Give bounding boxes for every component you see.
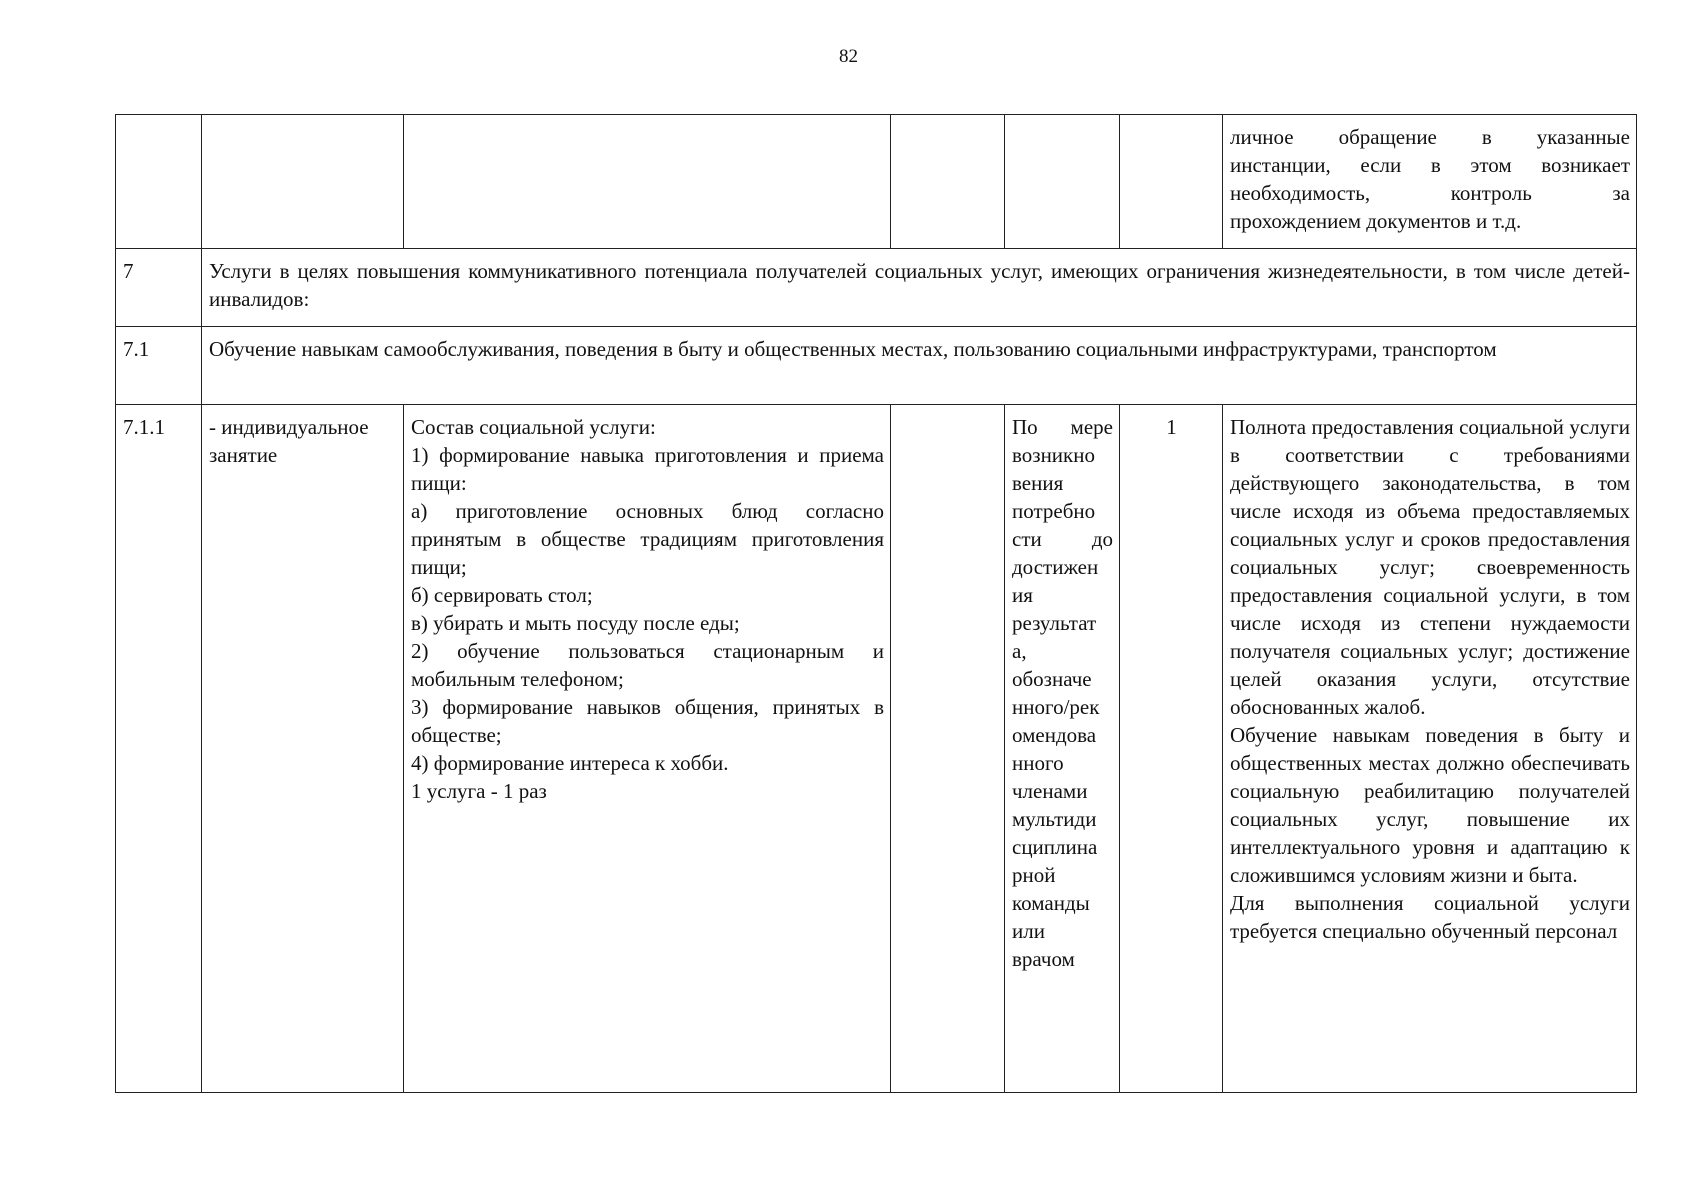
frequency-line: сти до (1012, 527, 1113, 551)
section-title: Обучение навыкам самообслуживания, поведения в быту и общественных местах, пользованию социальными инфраструктурами, транспортом (202, 327, 1637, 405)
content-item: 1) формирование навыка приготовления и приема пищи: (411, 443, 884, 495)
cell-form: - индивидуальное занятие (202, 405, 404, 1093)
cell-num (116, 115, 202, 249)
frequency-line: нного/рек (1012, 695, 1100, 719)
table-row-section-7 (116, 249, 1637, 327)
frequency-line: сциплина (1012, 835, 1098, 859)
frequency-line: мультиди (1012, 807, 1097, 831)
frequency-line: или (1012, 919, 1045, 943)
section-title: Услуги в целях повышения коммуникативного потенциала получателей социальных услуг, имеющих ограничения жизнедеятельности, в том числе детей-инвалидов: (202, 249, 1637, 327)
frequency-line: По мере (1012, 415, 1113, 439)
frequency-line: а, (1012, 639, 1027, 663)
table-row-section-7-1 (116, 327, 1637, 405)
quality-paragraph: Обучение навыкам поведения в быту и общественных местах должно обеспечивать социальную реабилитацию получателей социальных услуг, повышение их интеллектуального уровня и адаптацию к сложившимся условиям жизни и быта. (1230, 723, 1630, 887)
cell-frequency (1005, 405, 1120, 1093)
cell-content (404, 405, 891, 1093)
frequency-line: рной (1012, 863, 1056, 887)
cell-col4 (891, 405, 1005, 1093)
cell-quality (1223, 115, 1637, 249)
frequency-line: команды (1012, 891, 1090, 915)
content-item: в) убирать и мыть посуду после еды; (411, 611, 740, 635)
page-number: 82 (839, 46, 858, 67)
text-line: прохождением документов и т.д. (1230, 209, 1522, 233)
quality-paragraph: Для выполнения социальной услуги требуется специально обученный персонал (1230, 891, 1630, 943)
frequency-line: обозначе (1012, 667, 1092, 691)
section-number: 7 (116, 249, 202, 327)
frequency-line: врачом (1012, 947, 1075, 971)
cell-quantity: 1 (1120, 405, 1223, 1093)
frequency-line: омендова (1012, 723, 1097, 747)
frequency-line: нного (1012, 751, 1064, 775)
services-table (115, 114, 1637, 1093)
table-row-7-1-1 (116, 405, 1637, 1093)
table-row-continuation (116, 115, 1637, 249)
content-item: 3) формирование навыков общения, принятых в обществе; (411, 695, 884, 747)
content-item: 2) обучение пользоваться стационарным и мобильным телефоном; (411, 639, 884, 691)
content-item: б) сервировать стол; (411, 583, 593, 607)
cell-col4 (891, 115, 1005, 249)
frequency-line: результат (1012, 611, 1097, 635)
content-item: а) приготовление основных блюд согласно принятым в обществе традициям приготовления пищи; (411, 499, 884, 579)
cell-frequency (1005, 115, 1120, 249)
text-line: необходимость, контроль за (1230, 181, 1630, 205)
frequency-line: возникно (1012, 443, 1095, 467)
cell-num: 7.1.1 (116, 405, 202, 1093)
content-item: 4) формирование интереса к хобби. (411, 751, 729, 775)
frequency-line: ия (1012, 583, 1033, 607)
content-item: 1 услуга - 1 раз (411, 779, 547, 803)
cell-quantity (1120, 115, 1223, 249)
cell-content (404, 115, 891, 249)
frequency-line: членами (1012, 779, 1088, 803)
content-item: Состав социальной услуги: (411, 415, 656, 439)
frequency-line: достижен (1012, 555, 1099, 579)
text-line: инстанции, если в этом возникает (1230, 153, 1630, 177)
text-line: личное обращение в указанные (1230, 125, 1630, 149)
section-number: 7.1 (116, 327, 202, 405)
cell-quality (1223, 405, 1637, 1093)
cell-form (202, 115, 404, 249)
frequency-line: вения (1012, 471, 1064, 495)
frequency-line: потребно (1012, 499, 1096, 523)
quality-paragraph: Полнота предоставления социальной услуги в соответствии с требованиями действующего законодательства, в том числе исходя из объема предоставляемых социальных услуг и сроков предоставления социальных услуг; своевременность предоставления социальной услуги, в том числе исходя из степени нуждаемости получателя социальных услуг; достижение целей оказания услуги, отсутствие обоснованных жалоб. (1230, 415, 1630, 719)
